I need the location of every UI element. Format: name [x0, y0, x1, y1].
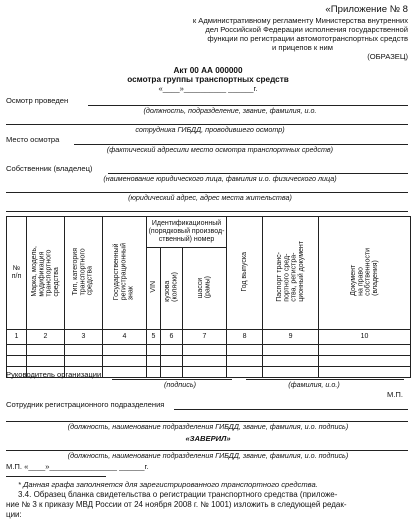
officer-caption: сотрудника ГИБДД, проводившего осмотр) — [135, 125, 285, 134]
owner-caption: (наименование юридического лица, фамилия и.о. физического лица) — [103, 174, 337, 183]
col-number-6: 6 — [161, 330, 183, 345]
head-label: Руководитель организации — [6, 370, 102, 379]
table-header-row-1 — [7, 217, 411, 248]
col-number-3: 3 — [65, 330, 103, 345]
col-number-9: 9 — [263, 330, 319, 345]
table-number-row — [7, 330, 411, 345]
footnote: * Данная графа заполняется для зарегистрированного транспортного средства. — [18, 480, 318, 489]
col-passport-header: Паспорт транс- портного сред- ства, регистра- ционный документ — [263, 217, 319, 330]
col-number-8: 8 — [227, 330, 263, 345]
col-number-1: 1 — [7, 330, 27, 345]
col-number-2: 2 — [27, 330, 65, 345]
footnote-separator — [6, 476, 106, 477]
address-caption: (юридический адрес, адрес места жительства) — [128, 193, 292, 202]
col-number-7: 7 — [183, 330, 227, 345]
col-year-header: Год выпуска — [227, 217, 263, 330]
head-sign-caption: (подпись) — [163, 380, 197, 389]
col-chassis-header: шасси (рамы) — [183, 248, 227, 330]
mp-date-line: М.П. «____»________________ ______г. — [6, 462, 149, 471]
vehicles-table — [6, 216, 411, 378]
col-vin-header: VIN — [147, 248, 161, 330]
employee-label: Сотрудник регистрационного подразделения — [6, 400, 165, 409]
head-name-caption: (фамилия, и.о.) — [288, 380, 340, 389]
header-line-4: и прицепов к ним — [272, 43, 333, 52]
act-subtitle: осмотра группы транспортных средств — [127, 75, 289, 84]
appendix-title: «Приложение № 8 — [325, 4, 408, 15]
col-type-header: Тип, категория транспортного средства — [65, 217, 103, 330]
stamp-label: М.П. — [387, 390, 404, 399]
footer-paragraph-2: ние № 3 к приказу МВД России от 24 ноября 2008 г. № 1001) изложить в следующей редак- — [6, 500, 347, 509]
employee-caption: (должность, наименование подразделения ГИБДД, звание, фамилия, и.о. подпись) — [67, 422, 349, 431]
extra-line — [6, 211, 408, 212]
table-row — [7, 345, 411, 356]
table-row — [7, 356, 411, 367]
employee-line-1 — [174, 409, 408, 410]
inspection-caption: (должность, подразделение, звание, фамилия, и.о. — [143, 106, 317, 115]
footer-paragraph-3: ции: — [6, 510, 22, 519]
col-number-5: 5 — [147, 330, 161, 345]
header-line-2: дел Российской Федерации исполнения государственной — [205, 25, 408, 34]
col-body-header: кузова (коляски) — [161, 248, 183, 330]
owner-label: Собственник (владелец) — [6, 164, 93, 173]
header-line-3: функции по регистрации автомототранспортных средств — [207, 34, 408, 43]
act-title: Акт 00 АА 000000 — [173, 66, 243, 75]
col-make-header: Марка, модель, модификация транспортного средства — [27, 217, 65, 330]
act-date-line: «____»__________ ______г. — [158, 84, 258, 93]
col-plate-header: Государственный регистрационный знак — [103, 217, 147, 330]
approver-caption: (должность, наименование подразделения ГИБДД, звание, фамилия, и.о. подпись) — [67, 451, 349, 460]
footer-paragraph-1: 3.4. Образец бланка свидетельства о регистрации транспортного средства (приложе- — [18, 490, 338, 499]
col-id-group-header: Идентификационный (порядковый производ- ственный) номер — [147, 217, 227, 248]
col-no-header: № п/п — [7, 217, 27, 330]
sample-label: (ОБРАЗЕЦ) — [367, 52, 408, 61]
place-caption: (фактический адресили место осмотра транспортных средств) — [106, 145, 334, 154]
approved-label: «ЗАВЕРИЛ» — [185, 434, 231, 443]
col-ownership-header: Документ на право собственности (владения) — [319, 217, 411, 330]
inspection-label: Осмотр проведен — [6, 96, 69, 105]
col-number-10: 10 — [319, 330, 411, 345]
place-label: Место осмотра — [6, 135, 60, 144]
header-line-1: к Административному регламенту Министерства внутренних — [192, 16, 408, 25]
col-number-4: 4 — [103, 330, 147, 345]
